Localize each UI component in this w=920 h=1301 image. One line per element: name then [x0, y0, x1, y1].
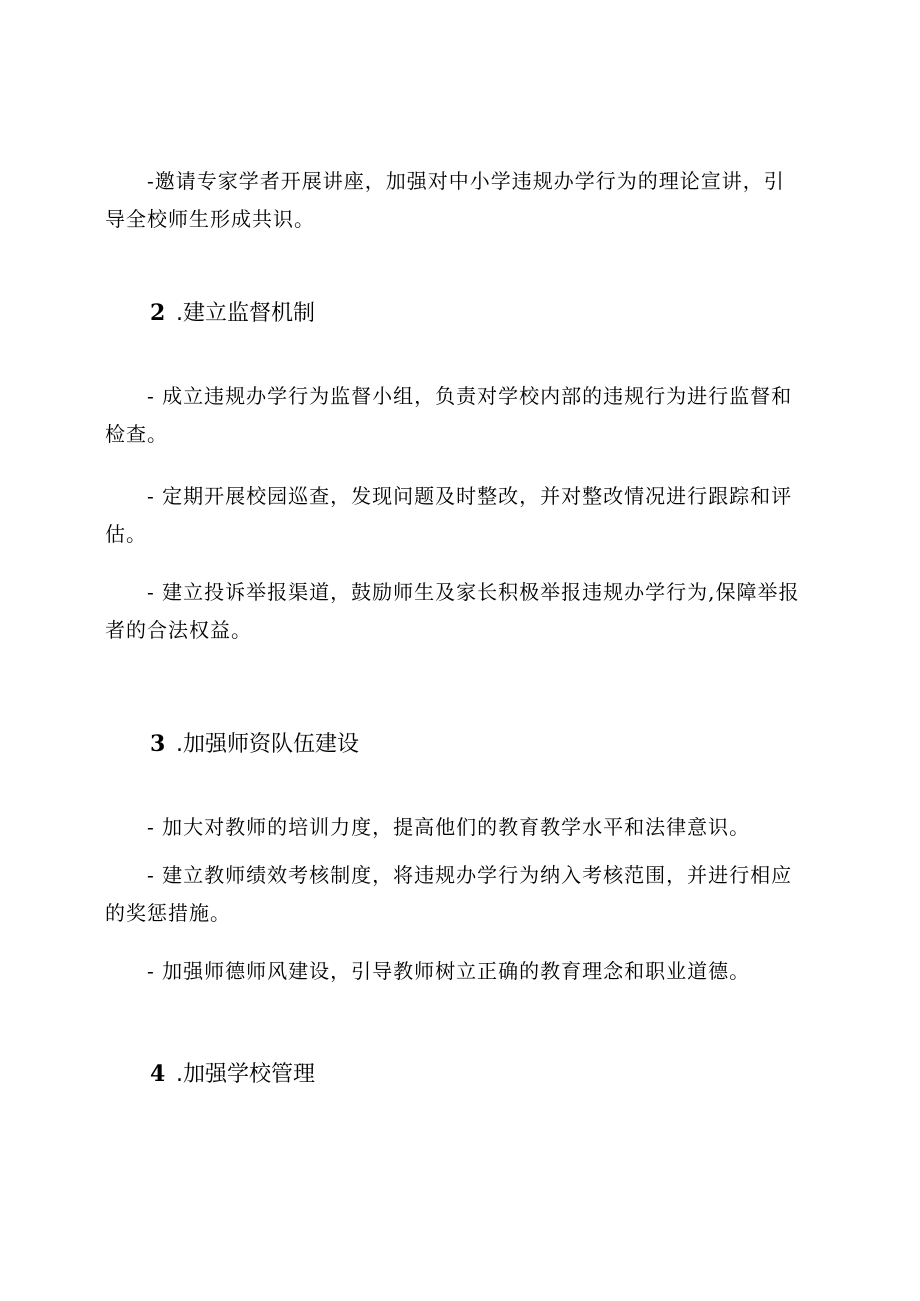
- section-title: .加强师资队伍建设: [176, 732, 359, 757]
- section-title: .加强学校管理: [176, 1062, 315, 1087]
- section-title: .建立监督机制: [176, 301, 315, 326]
- list-item: - 建立投诉举报渠道，鼓励师生及家长积极举报违规办学行为,保障举报者的合法权益。: [105, 580, 800, 642]
- section-heading-2: [150, 298, 315, 329]
- list-item: - 建立教师绩效考核制度，将违规办学行为纳入考核范围，并进行相应的奖惩措施。: [105, 863, 793, 925]
- section-number: 3: [150, 731, 166, 757]
- section-number: 4: [150, 1061, 166, 1087]
- list-item: - 加强师德师风建设，引导教师树立正确的教育理念和职业道德。: [147, 959, 751, 983]
- section-heading-4: [150, 1059, 315, 1090]
- list-item: - 成立违规办学行为监督小组，负责对学校内部的违规行为进行监督和检查。: [105, 384, 793, 446]
- list-item: - 加大对教师的培训力度，提高他们的教育教学水平和法律意识。: [147, 815, 751, 839]
- list-item: - 定期开展校园巡查，发现问题及时整改，并对整改情况进行跟踪和评估。: [105, 484, 793, 546]
- intro-paragraph: -邀请专家学者开展讲座，加强对中小学违规办学行为的理论宣讲，引导全校师生形成共识。: [105, 169, 785, 231]
- section-number: 2: [150, 300, 166, 326]
- section-heading-3: [150, 729, 359, 760]
